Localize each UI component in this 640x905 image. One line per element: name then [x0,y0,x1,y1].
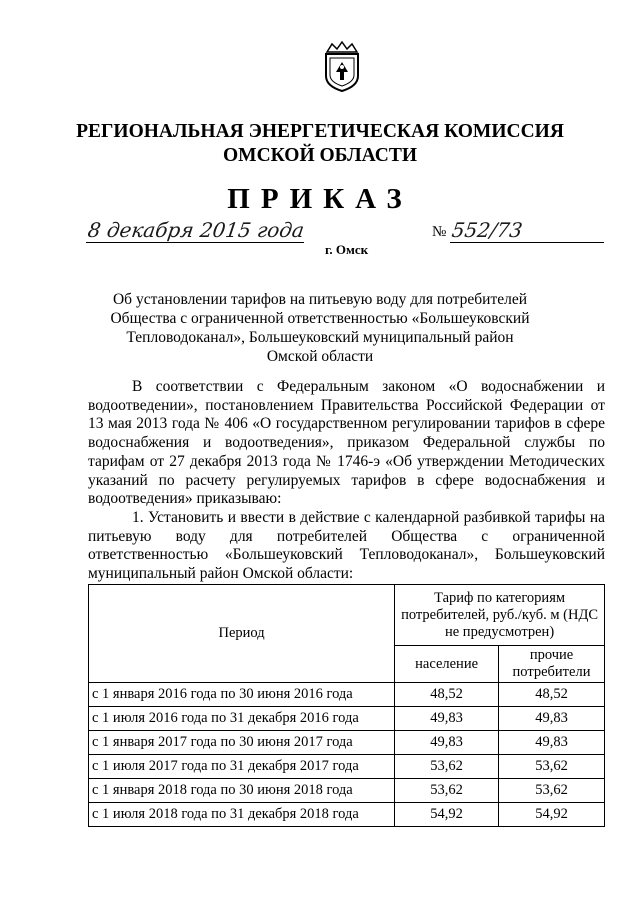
population-tariff-cell: 49,83 [395,731,499,755]
subject-line-2: Общества с ограниченной ответственностью «Большеуковский [110,310,530,327]
handwritten-number: 552/73 [450,218,525,242]
tariff-column-header: Тариф по категориям потребителей, руб./куб. м (НДС не предусмотрен) [395,585,605,646]
coat-of-arms-icon [322,40,362,92]
table-row [89,707,605,731]
period-cell: с 1 января 2018 года по 30 июня 2018 года [89,779,395,803]
table-row [89,803,605,827]
tariff-table [88,584,605,827]
handwritten-date: 8 декабря 2015 года [86,218,306,242]
population-tariff-cell: 53,62 [395,779,499,803]
population-tariff-cell: 54,92 [395,803,499,827]
date-underline [86,242,304,243]
subject-line-4: Омской области [266,348,374,365]
number-sign: № [432,224,447,240]
preamble-paragraph: В соответствии с Федеральным законом «О водоснабжении и водоотведении», постановлением Правительства Российской Федерации от 13 мая 2013 года № 406 «О государственном регулировании тарифов в сфере водоснабжения и водоотведения», приказом Федеральной службы по тарифам от 27 декабря 2013 года № 1746-э «Об утверждении Методических указаний по расчету регулируемых тарифов в сфере водоснабжения и водоотведения» приказываю: [88,378,605,508]
period-cell: с 1 января 2016 года по 30 июня 2016 года [89,683,395,707]
order-body [88,378,605,584]
population-column-header: население [395,646,499,683]
period-cell: с 1 января 2017 года по 30 июня 2017 года [89,731,395,755]
population-tariff-cell: 48,52 [395,683,499,707]
other-tariff-cell: 49,83 [499,707,605,731]
subject-line-3: Тепловодоканал», Большеуковский муниципальный район [126,329,514,346]
organization-name-line1: РЕГИОНАЛЬНАЯ ЭНЕРГЕТИЧЕСКАЯ КОМИССИЯ [76,121,564,142]
document-title: ПРИКАЗ [227,183,413,215]
other-consumers-column-header: прочие потребители [499,646,605,683]
city-label: г. Омск [325,242,369,257]
population-tariff-cell: 49,83 [395,707,499,731]
period-column-header: Период [89,585,395,683]
number-underline [450,242,604,243]
table-row [89,683,605,707]
subject-line-1: Об установлении тарифов на питьевую воду для потребителей [112,291,528,308]
item-1-paragraph: 1. Установить и ввести в действие с календарной разбивкой тарифы на питьевую воду для потребителей Общества с ограниченной ответственностью «Большеуковский Тепловодоканал», Большеуковский муниципальный район Омской области: [88,508,605,583]
table-row [89,779,605,803]
other-tariff-cell: 54,92 [499,803,605,827]
population-tariff-cell: 53,62 [395,755,499,779]
other-tariff-cell: 53,62 [499,779,605,803]
table-row [89,755,605,779]
other-tariff-cell: 53,62 [499,755,605,779]
table-row [89,731,605,755]
organization-name-line2: ОМСКОЙ ОБЛАСТИ [223,145,417,166]
other-tariff-cell: 48,52 [499,683,605,707]
period-cell: с 1 июля 2016 года по 31 декабря 2016 года [89,707,395,731]
other-tariff-cell: 49,83 [499,731,605,755]
period-cell: с 1 июля 2018 года по 31 декабря 2018 года [89,803,395,827]
period-cell: с 1 июля 2017 года по 31 декабря 2017 года [89,755,395,779]
